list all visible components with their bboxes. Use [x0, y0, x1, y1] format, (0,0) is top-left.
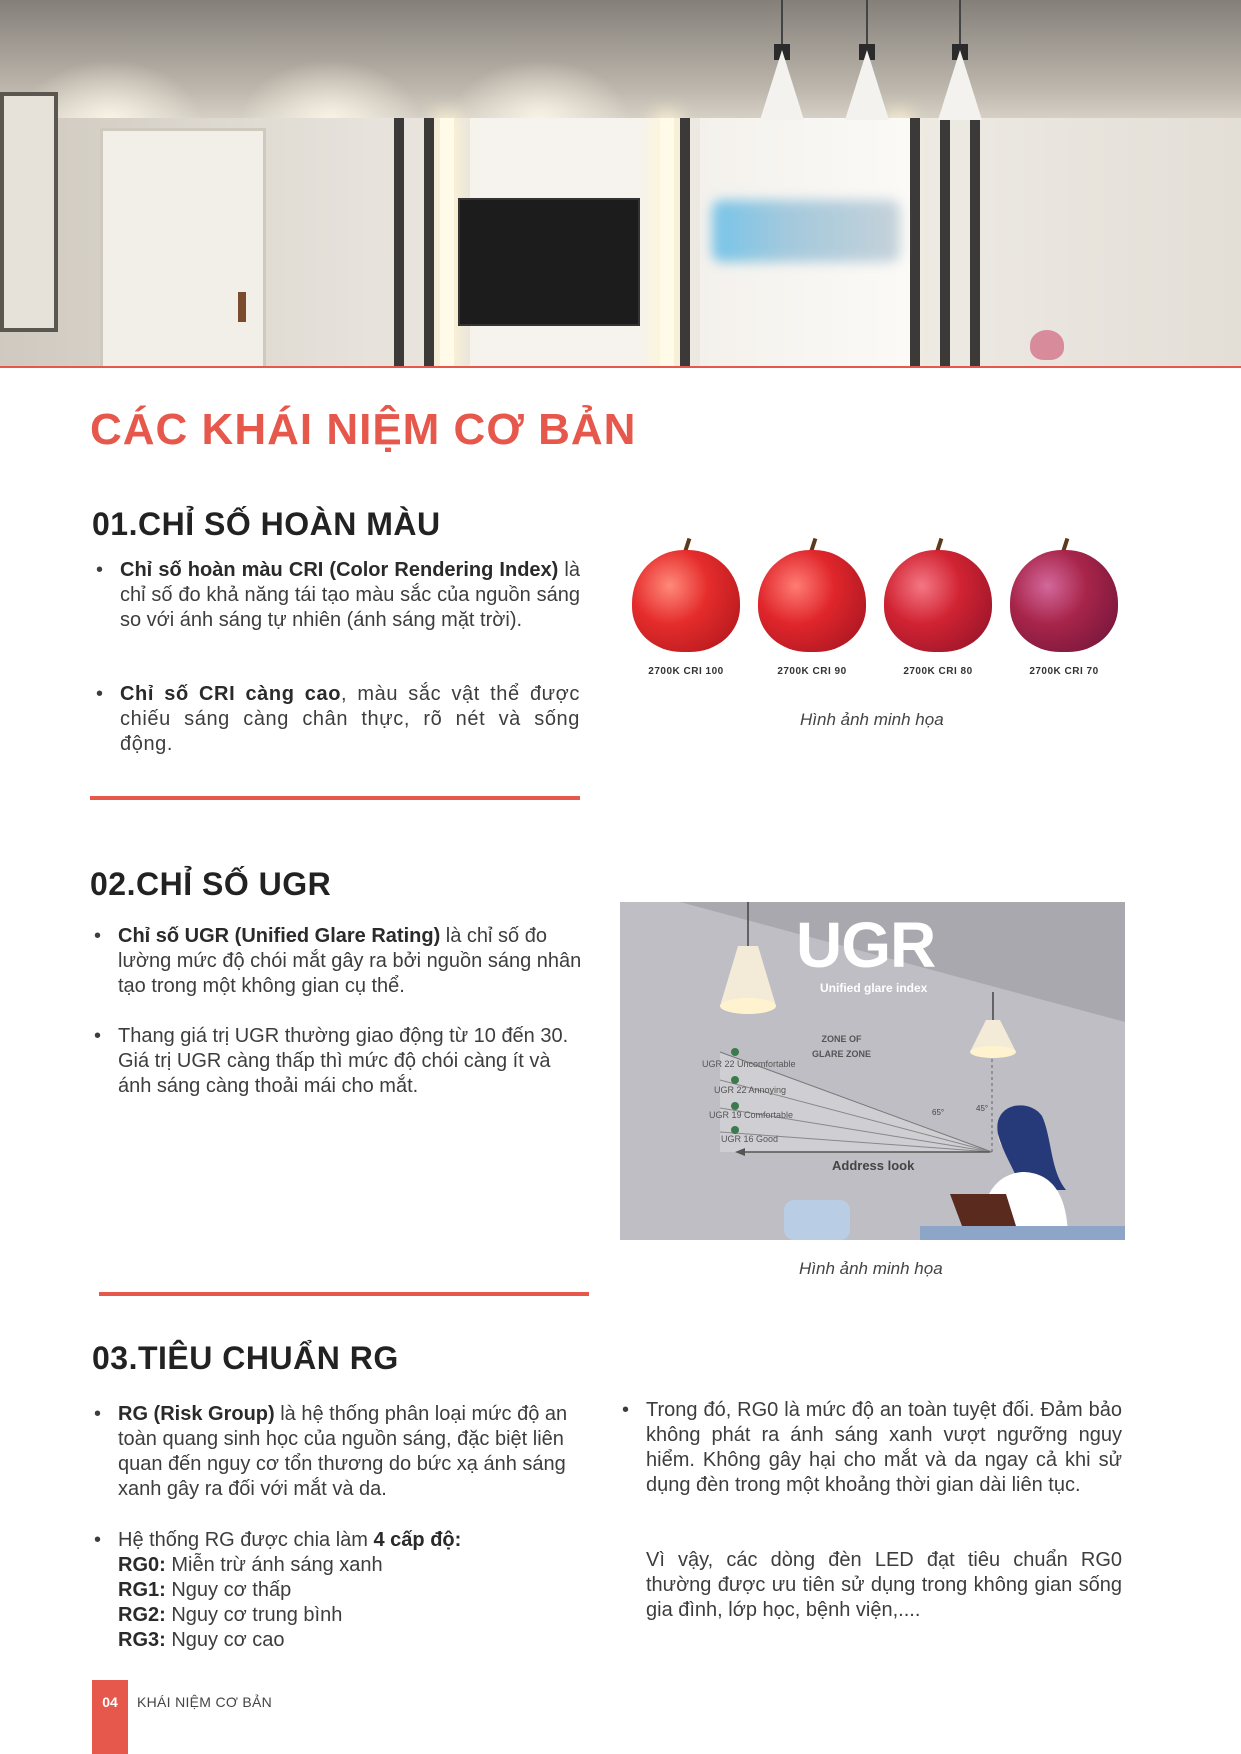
wall-slat	[680, 118, 690, 368]
rg-levels-count: 4 cấp độ:	[373, 1529, 462, 1551]
rg-level-code: RG0:	[118, 1554, 166, 1576]
apple-label: 2700K CRI 80	[903, 666, 973, 677]
cri-definition-term: Chỉ số hoàn màu CRI (Color Rendering Index)	[120, 559, 559, 581]
rg-level-3	[118, 1628, 580, 1653]
rg-levels-intro-text: Hệ thống RG được chia làm	[118, 1529, 374, 1551]
ugr-level-label: UGR 22 Annoying	[714, 1085, 787, 1095]
section3-right-bullet	[622, 1398, 1122, 1498]
pendant-lamp	[760, 50, 804, 120]
ugr-heading: UGR	[796, 909, 936, 981]
pendant-lamp-left	[720, 946, 776, 1006]
apple-image	[1010, 550, 1118, 652]
ugr-level-label: UGR 16 Good	[721, 1134, 779, 1144]
rg-level-0	[118, 1553, 580, 1578]
ugr-level-label: UGR 22 Uncomfortable	[702, 1059, 796, 1069]
section2-title: 02.CHỈ SỐ UGR	[90, 866, 332, 902]
apple-label: 2700K CRI 90	[777, 666, 847, 677]
wall-slat	[940, 118, 950, 368]
apple-label: 2700K CRI 70	[1029, 666, 1099, 677]
ugr-subtitle: Unified glare index	[820, 981, 928, 995]
led-strip	[440, 118, 454, 368]
level-dot	[731, 1126, 739, 1134]
ugr-diagram	[620, 902, 1125, 1240]
rg0-explanation: Trong đó, RG0 là mức độ an toàn tuyệt đối. Đảm bảo không phát ra ánh sáng xanh vượt ngưỡng nguy hiểm. Không gây hại cho mắt và da ngay cả khi sử dụng đèn trong một khoảng thời gian dài liên tục.	[646, 1399, 1122, 1496]
rg-level-desc: Nguy cơ cao	[165, 1629, 285, 1651]
apple-cri-70	[1004, 538, 1124, 688]
bullet-dot: •	[94, 1403, 102, 1425]
lamp-cord	[866, 0, 868, 46]
section3-bullet-1	[94, 1402, 580, 1502]
blurred-logo	[712, 200, 900, 262]
laptop	[950, 1194, 1016, 1226]
lamp-glow	[970, 1046, 1016, 1058]
lamp-cord	[781, 0, 783, 46]
pendant-lamp	[845, 50, 889, 120]
apple-cri-90	[752, 538, 872, 688]
section3-right-paragraph: Vì vậy, các dòng đèn LED đạt tiêu chuẩn RG0 thường được ưu tiên sử dụng trong không gian sống gia đình, lớp học, bệnh viện,....	[646, 1549, 1122, 1621]
apple-image	[632, 550, 740, 652]
level-dot	[731, 1048, 739, 1056]
section1-title: 01.CHỈ SỐ HOÀN MÀU	[92, 506, 441, 542]
wall-slat	[394, 118, 404, 368]
angle-label: 65°	[932, 1108, 945, 1117]
rg-definition-text: là hệ thống phân loại mức độ an toàn quang sinh học của nguồn sáng, đặc biệt liên quan đến nguy cơ tổn thương do bức xạ ánh sáng xanh gây ra đối với mắt và da.	[118, 1403, 568, 1500]
wall-slat	[970, 118, 980, 368]
footer-section-name: KHÁI NIỆM CƠ BẢN	[137, 1694, 273, 1710]
apple-label: 2700K CRI 100	[648, 666, 724, 677]
zone-label-line1: ZONE OF	[821, 1034, 862, 1044]
page-title: CÁC KHÁI NIỆM CƠ BẢN	[90, 405, 637, 454]
apple-image	[884, 550, 992, 652]
rg-level-desc: Miễn trừ ánh sáng xanh	[165, 1554, 383, 1576]
rg-level-code: RG3:	[118, 1629, 166, 1651]
zone-label-line2: GLARE ZONE	[812, 1049, 872, 1059]
apple-image	[758, 550, 866, 652]
level-dot	[731, 1076, 739, 1084]
glare-zone-label	[812, 1032, 871, 1062]
section2-caption: Hình ảnh minh họa	[799, 1259, 943, 1278]
ugr-definition-term: Chỉ số UGR (Unified Glare Rating)	[118, 925, 441, 947]
hero-interior-photo	[0, 0, 1241, 368]
wall-slat	[424, 118, 434, 368]
ugr-level-label: UGR 19 Comfortable	[709, 1110, 794, 1120]
wall-slat	[910, 118, 920, 368]
bullet-dot: •	[94, 925, 102, 947]
bullet-dot: •	[96, 683, 104, 705]
flower-plant	[1030, 330, 1064, 360]
hero-accent-line	[0, 366, 1241, 368]
level-dot	[731, 1102, 739, 1110]
ugr-definition-text: là chỉ số đo lường mức độ chói mắt gây ra bởi nguồn sáng nhân tạo trong một không gian cụ thể.	[118, 925, 582, 997]
section3-title: 03.TIÊU CHUẨN RG	[92, 1340, 399, 1376]
cri-higher-text: , màu sắc vật thể được chiếu sáng càng chân thực, rõ nét và sống động.	[120, 683, 580, 755]
section1-bullet-1	[96, 558, 581, 633]
pendant-lamp	[938, 50, 982, 120]
section2-bullet-1	[94, 924, 582, 999]
led-strip	[660, 118, 674, 368]
lamp-cord	[959, 0, 961, 46]
lamp-glow	[720, 998, 776, 1014]
tv-screen	[458, 198, 640, 326]
section1-bullet-2	[96, 682, 580, 757]
rg-definition-term: RG (Risk Group)	[118, 1403, 275, 1425]
rg-levels-intro	[118, 1528, 580, 1553]
rg-level-desc: Nguy cơ thấp	[165, 1579, 292, 1601]
rg-level-code: RG1:	[118, 1579, 166, 1601]
ceiling	[0, 0, 1241, 120]
ugr-range-text: Thang giá trị UGR thường giao động từ 10 đến 30. Giá trị UGR càng thấp thì mức độ chói càng ít và ánh sáng càng thoải mái cho mắt.	[118, 1025, 569, 1097]
angle-label: 45°	[976, 1104, 989, 1113]
page-number: 04	[102, 1694, 118, 1710]
bullet-dot: •	[622, 1399, 630, 1421]
rg-level-code: RG2:	[118, 1604, 166, 1626]
section1-divider	[90, 796, 580, 800]
apple-cri-100	[626, 538, 746, 688]
cri-higher-term: Chỉ số CRI càng cao	[120, 683, 342, 705]
address-look-label: Address look	[832, 1158, 915, 1173]
rg-level-desc: Nguy cơ trung bình	[165, 1604, 343, 1626]
door	[100, 128, 266, 368]
desk	[920, 1226, 1125, 1240]
section2-bullet-2	[94, 1024, 582, 1099]
section2-divider	[99, 1292, 589, 1296]
rg-level-1	[118, 1578, 580, 1603]
bullet-dot: •	[94, 1529, 102, 1551]
wall-frame	[0, 92, 58, 332]
cri-definition-text: là chỉ số đo khả năng tái tạo màu sắc của nguồn sáng so với ánh sáng tự nhiên (ánh sáng mặt trời).	[120, 559, 581, 631]
section3-bullet-2	[94, 1528, 580, 1653]
chair	[784, 1200, 850, 1240]
bullet-dot: •	[94, 1025, 102, 1047]
section1-caption: Hình ảnh minh họa	[800, 710, 944, 729]
page-number-tab	[92, 1680, 128, 1754]
door-handle	[238, 292, 246, 322]
rg-level-2	[118, 1603, 580, 1628]
apple-cri-80	[878, 538, 998, 688]
bullet-dot: •	[96, 559, 104, 581]
